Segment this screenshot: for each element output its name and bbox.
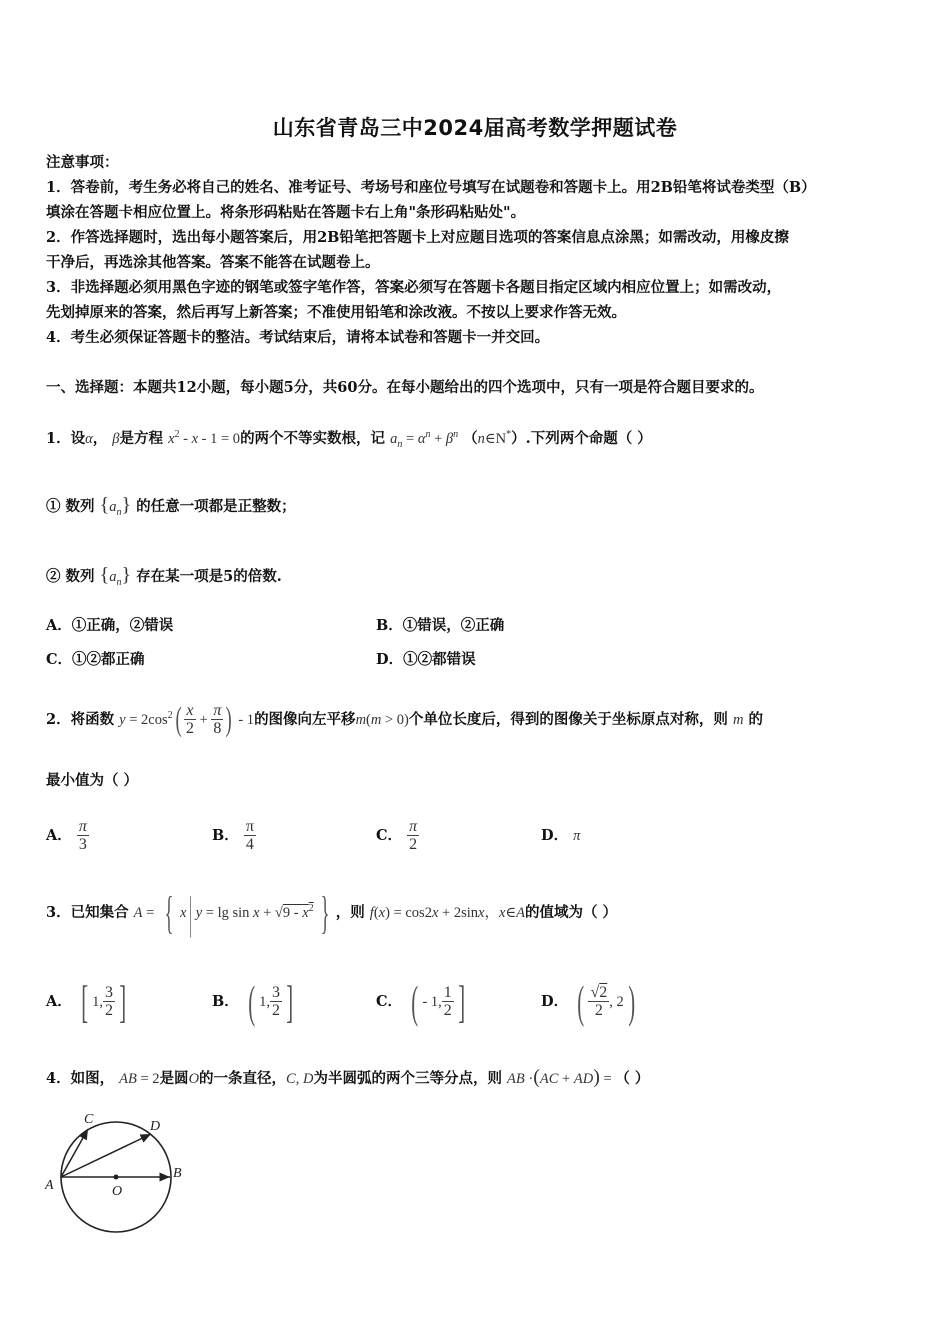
option-c[interactable]: C．①②都正确 [46,651,145,668]
option-c[interactable]: C． $\frac{\pi}{2}$ [376,818,418,853]
question-1-stem: 1．设α， β是方程 $x^2 - x - 1 = 0$的两个不等实数根，记 $a_n = \alpha^n + \beta^n$ （n∈N*）.下列两个命题（ ） [46,429,652,450]
option-b[interactable]: B． ( 1, $\frac{3}{2}$ ] [212,976,294,1027]
question-4-stem: 4．如图， AB = 2是圆O的一条直径，C, D为半圆弧的两个三等分点，则 AB ·(AC + AD) = （ ） [46,1066,650,1088]
option-a[interactable]: A．①正确，②错误 [46,617,174,634]
question-1-statement-1: ① 数列 $\{a_n\}$ 的任意一项都是正整数； [46,494,296,518]
option-d[interactable]: D． ( $\frac{√2}{2}$ , 2) [541,976,635,1027]
question-2-stem-cont: 最小值为（ ） [46,772,139,789]
section-heading: 一、选择题：本题共12小题，每小题5分，共60分。在每小题给出的四个选项中，只有一项是符合题目要求的。 [46,379,764,396]
notice-line: 3．非选择题必须用黑色字迹的钢笔或签字笔作答，答案必须写在答题卡各题目指定区域内相应位置上；如需改动， [46,279,782,296]
option-a[interactable]: A． $\frac{\pi}{3}$ [46,818,87,853]
label-o: O [112,1184,123,1199]
label-a: A [45,1178,54,1193]
notice-line: 4．考生必须保证答题卡的整洁。考试结束后，请将本试卷和答题卡一并交回。 [46,329,550,346]
option-d[interactable]: D．①②都错误 [376,651,476,668]
notice-line: 填涂在答题卡相应位置上。将条形码粘贴在答题卡右上角"条形码粘贴处"。 [46,204,526,221]
option-d[interactable]: D． π [541,827,581,844]
question-3-stem: 3．已知集合 A = { x| $y = \lg \sin x + √9 - x^2$ } ，则 f(x) = cos2x + 2sinx，x∈A的值域为（ ） [46,886,618,938]
exam-title: 山东省青岛三中2024届高考数学押题试卷 [272,116,678,140]
question-1-statement-2: ② 数列 $\{a_n\}$ 存在某一项是5的倍数. [46,564,282,588]
label-d: D [150,1119,161,1134]
option-a[interactable]: A． [ 1, $\frac{3}{2}$ ] [46,976,127,1027]
option-b[interactable]: B．①错误，②正确 [376,617,505,634]
label-c: C [84,1112,94,1127]
notice-heading: 注意事项： [46,154,119,171]
center-point [114,1175,119,1180]
circle-diagram [40,1105,200,1240]
option-c[interactable]: C． ( - 1, $\frac{1}{2}$ ] [376,976,465,1027]
notice-line: 1．答卷前，考生务必将自己的姓名、准考证号、考场号和座位号填写在试题卷和答题卡上。用2B铅笔将试卷类型（B） [46,179,816,196]
notice-line: 先划掉原来的答案，然后再写上新答案；不准使用铅笔和涂改液。不按以上要求作答无效。 [46,304,626,321]
question-2-stem: 2．将函数 $y = 2\cos^2$( $\frac{x}{2}$ + $\frac{\pi}{8}$ ) - 1的图像向左平移m(m > 0)个单位长度后，得到的图像关于坐标原点对称，则 m 的 [46,700,763,738]
option-b[interactable]: B． $\frac{\pi}{4}$ [212,818,254,853]
notice-line: 干净后，再选涂其他答案。答案不能答在试题卷上。 [46,254,380,271]
label-b: B [173,1166,182,1181]
notice-line: 2．作答选择题时，选出每小题答案后，用2B铅笔把答题卡上对应题目选项的答案信息点涂黑；如需改动，用橡皮擦 [46,229,789,246]
